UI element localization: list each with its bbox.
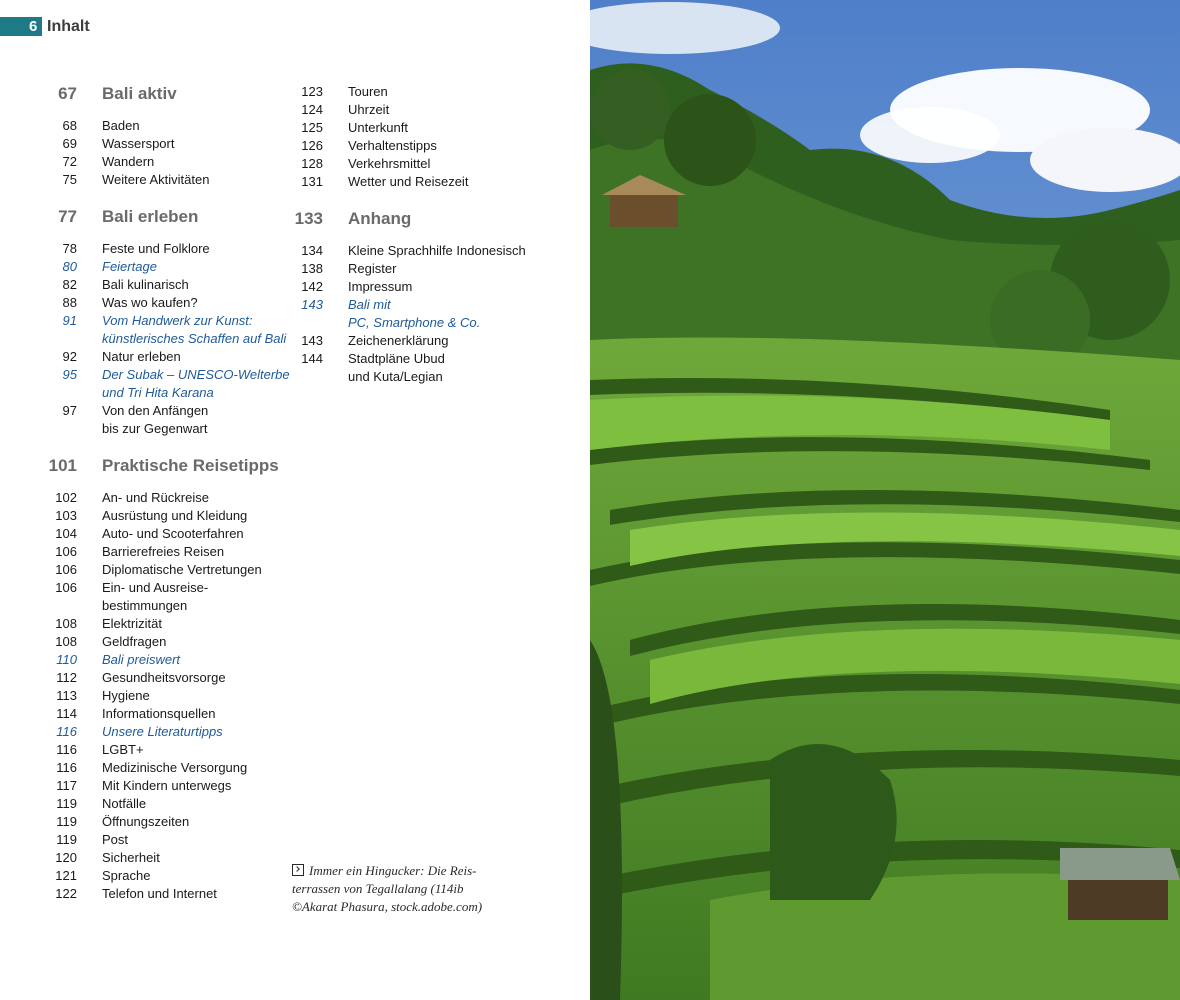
toc-entry bbox=[40, 633, 290, 651]
entry-page-number: 121 bbox=[55, 868, 77, 883]
toc-entry bbox=[40, 543, 290, 561]
entry-title bbox=[348, 260, 576, 278]
entry-title bbox=[348, 332, 576, 350]
toc-entry bbox=[40, 849, 290, 867]
entry-title-line: Zeichenerklärung bbox=[348, 333, 449, 348]
section-page-number: 101 bbox=[48, 456, 77, 475]
entry-title-line: Unsere Literaturtipps bbox=[102, 724, 223, 739]
entry-page-number: 119 bbox=[56, 832, 77, 847]
entry-title bbox=[102, 777, 290, 795]
toc-entry-highlight bbox=[40, 651, 290, 669]
toc-entry bbox=[40, 402, 290, 438]
entry-title-line: Wassersport bbox=[102, 136, 175, 151]
photo-caption bbox=[292, 862, 532, 916]
entry-title bbox=[102, 579, 290, 615]
page-title: Inhalt bbox=[47, 18, 90, 35]
entry-page-number: 128 bbox=[301, 156, 323, 171]
photo-reference-icon bbox=[292, 864, 304, 876]
entry-page-number: 95 bbox=[62, 367, 77, 382]
entry-page-number: 110 bbox=[56, 652, 77, 667]
entry-title-line: Ausrüstung und Kleidung bbox=[102, 508, 248, 523]
entry-title-line: Medizinische Versorgung bbox=[102, 760, 248, 775]
toc-entry bbox=[286, 278, 576, 296]
entry-title bbox=[102, 171, 290, 189]
entry-title-line: Unterkunft bbox=[348, 120, 408, 135]
entry-title-line: Feste und Folklore bbox=[102, 241, 210, 256]
toc-section-heading bbox=[286, 208, 576, 234]
entry-page-number: 69 bbox=[62, 136, 77, 151]
entry-title-line: Bali kulinarisch bbox=[102, 277, 189, 292]
entry-title-line: Bali mit bbox=[348, 297, 391, 312]
entry-page-number: 92 bbox=[62, 349, 77, 364]
section-title: Anhang bbox=[348, 209, 412, 228]
entry-page-number: 114 bbox=[56, 706, 77, 721]
toc-entry bbox=[40, 741, 290, 759]
entry-title-line: LGBT+ bbox=[102, 742, 144, 757]
entry-title-line: Uhrzeit bbox=[348, 102, 390, 117]
entry-title bbox=[102, 366, 290, 402]
entry-title-line: Post bbox=[102, 832, 129, 847]
entry-title-line: Touren bbox=[348, 84, 388, 99]
entry-title bbox=[348, 278, 576, 296]
entry-title bbox=[102, 669, 290, 687]
entry-page-number: 119 bbox=[56, 814, 77, 829]
entry-title bbox=[102, 831, 290, 849]
page-number: 6 bbox=[29, 18, 38, 35]
toc-entry bbox=[40, 885, 290, 903]
section-title: Praktische Reisetipps bbox=[102, 456, 279, 475]
entry-title-line: Von den Anfängen bbox=[102, 403, 209, 418]
entry-page-number: 72 bbox=[62, 154, 77, 169]
entry-title bbox=[102, 849, 290, 867]
entry-title-line: Hygiene bbox=[102, 688, 150, 703]
caption-line: terrassen von Tegallalang (114ib bbox=[292, 881, 464, 896]
toc-section-heading bbox=[40, 83, 290, 109]
toc-entry bbox=[286, 101, 576, 119]
entry-title-line: Gesundheitsvorsorge bbox=[102, 670, 226, 685]
entry-title-line: Elektrizität bbox=[102, 616, 162, 631]
toc-entry bbox=[40, 777, 290, 795]
entry-page-number: 82 bbox=[62, 277, 77, 292]
entry-title-line: und Tri Hita Karana bbox=[102, 385, 214, 400]
toc-entry bbox=[40, 240, 290, 258]
toc-entry bbox=[40, 615, 290, 633]
entry-page-number: 113 bbox=[56, 688, 77, 703]
entry-page-number: 134 bbox=[301, 243, 323, 258]
entry-page-number: 119 bbox=[56, 796, 77, 811]
entry-title-line: Verhaltenstipps bbox=[348, 138, 437, 153]
entry-page-number: 106 bbox=[55, 580, 77, 595]
entry-title bbox=[102, 489, 290, 507]
entry-title bbox=[348, 101, 576, 119]
entry-title-line: Barrierefreies Reisen bbox=[102, 544, 225, 559]
toc-entry bbox=[286, 242, 576, 260]
toc-entry-highlight bbox=[40, 312, 290, 348]
toc-section-heading bbox=[40, 455, 290, 481]
toc-entry bbox=[286, 155, 576, 173]
toc-entry bbox=[40, 867, 290, 885]
entry-page-number: 75 bbox=[62, 172, 77, 187]
entry-title bbox=[348, 119, 576, 137]
entry-page-number: 80 bbox=[62, 259, 77, 274]
entry-title bbox=[102, 741, 290, 759]
entry-title bbox=[348, 296, 576, 332]
entry-title-line: Verkehrsmittel bbox=[348, 156, 431, 171]
entry-title-line: Impressum bbox=[348, 279, 413, 294]
entry-page-number: 103 bbox=[55, 508, 77, 523]
toc-entry-highlight bbox=[40, 723, 290, 741]
entry-title bbox=[102, 294, 290, 312]
entry-title bbox=[102, 525, 290, 543]
entry-page-number: 117 bbox=[56, 778, 77, 793]
entry-title bbox=[102, 117, 290, 135]
toc-entry-highlight bbox=[40, 366, 290, 402]
entry-title bbox=[102, 885, 290, 903]
entry-title bbox=[102, 759, 290, 777]
entry-title bbox=[102, 633, 290, 651]
entry-page-number: 142 bbox=[301, 279, 323, 294]
toc-entry bbox=[40, 135, 290, 153]
toc-entry bbox=[40, 795, 290, 813]
entry-title bbox=[102, 867, 290, 885]
entry-page-number: 126 bbox=[301, 138, 323, 153]
entry-title bbox=[348, 350, 576, 386]
toc-column-right bbox=[286, 83, 576, 386]
entry-title bbox=[348, 137, 576, 155]
entry-page-number: 125 bbox=[301, 120, 323, 135]
entry-page-number: 143 bbox=[301, 297, 323, 312]
entry-page-number: 120 bbox=[55, 850, 77, 865]
entry-page-number: 112 bbox=[56, 670, 77, 685]
caption-line: Immer ein Hingucker: Die Reis- bbox=[309, 863, 477, 878]
entry-title bbox=[102, 651, 290, 669]
entry-title-line: Stadtpläne Ubud bbox=[348, 351, 445, 366]
toc-column-left bbox=[40, 83, 290, 903]
toc-entry bbox=[286, 260, 576, 278]
entry-title-line: Feiertage bbox=[102, 259, 157, 274]
entry-title-line: Ein- und Ausreise- bbox=[102, 580, 209, 595]
entry-title-line: Kleine Sprachhilfe Indonesisch bbox=[348, 243, 526, 258]
entry-title-line: Weitere Aktivitäten bbox=[102, 172, 210, 187]
entry-title bbox=[102, 135, 290, 153]
entry-page-number: 91 bbox=[62, 313, 77, 328]
entry-title-line: Was wo kaufen? bbox=[102, 295, 198, 310]
toc-entry bbox=[286, 119, 576, 137]
toc-entry bbox=[40, 348, 290, 366]
entry-page-number: 116 bbox=[56, 742, 77, 757]
entry-title-line: Wetter und Reisezeit bbox=[348, 174, 469, 189]
toc-entry bbox=[40, 153, 290, 171]
toc-entry bbox=[40, 687, 290, 705]
entry-title-line: Geldfragen bbox=[102, 634, 167, 649]
toc-entry bbox=[40, 579, 290, 615]
entry-title-line: Auto- und Scooterfahren bbox=[102, 526, 244, 541]
toc-entry bbox=[40, 759, 290, 777]
entry-page-number: 106 bbox=[55, 544, 77, 559]
entry-page-number: 144 bbox=[301, 351, 323, 366]
toc-section-heading bbox=[40, 206, 290, 232]
toc-entry bbox=[40, 705, 290, 723]
entry-title-line: Natur erleben bbox=[102, 349, 181, 364]
entry-page-number: 122 bbox=[55, 886, 77, 901]
entry-title bbox=[102, 795, 290, 813]
entry-page-number: 102 bbox=[55, 490, 77, 505]
entry-title-line: Mit Kindern unterwegs bbox=[102, 778, 232, 793]
entry-page-number: 143 bbox=[301, 333, 323, 348]
entry-page-number: 78 bbox=[62, 241, 77, 256]
section-page-number: 77 bbox=[58, 207, 77, 226]
toc-entry bbox=[40, 489, 290, 507]
toc-entry bbox=[286, 332, 576, 350]
entry-title bbox=[348, 155, 576, 173]
section-title: Bali erleben bbox=[102, 207, 199, 226]
toc-entry bbox=[40, 117, 290, 135]
entry-page-number: 106 bbox=[55, 562, 77, 577]
toc-entry bbox=[40, 813, 290, 831]
entry-page-number: 116 bbox=[56, 760, 77, 775]
toc-entry bbox=[40, 294, 290, 312]
entry-title bbox=[102, 615, 290, 633]
entry-title-line: Bali preiswert bbox=[102, 652, 181, 667]
entry-title bbox=[102, 723, 290, 741]
toc-entry bbox=[40, 525, 290, 543]
entry-title-line: künstlerisches Schaffen auf Bali bbox=[102, 331, 287, 346]
entry-page-number: 138 bbox=[301, 261, 323, 276]
entry-title bbox=[102, 402, 290, 438]
entry-title-line: Wandern bbox=[102, 154, 155, 169]
toc-entry bbox=[40, 276, 290, 294]
entry-title-line: bis zur Gegenwart bbox=[102, 421, 208, 436]
entry-title bbox=[102, 543, 290, 561]
toc-entry bbox=[40, 171, 290, 189]
entry-title-line: PC, Smartphone & Co. bbox=[348, 315, 481, 330]
entry-title bbox=[348, 173, 576, 191]
entry-page-number: 108 bbox=[55, 616, 77, 631]
toc-entry bbox=[40, 561, 290, 579]
entry-page-number: 124 bbox=[301, 102, 323, 117]
entry-title-line: Der Subak – UNESCO-Welterbe bbox=[102, 367, 290, 382]
entry-title-line: Sprache bbox=[102, 868, 151, 883]
toc-entry bbox=[40, 507, 290, 525]
toc-entry bbox=[286, 137, 576, 155]
entry-page-number: 131 bbox=[301, 174, 323, 189]
entry-title bbox=[102, 312, 290, 348]
entry-title bbox=[102, 687, 290, 705]
entry-page-number: 68 bbox=[62, 118, 77, 133]
entry-page-number: 123 bbox=[301, 84, 323, 99]
entry-title-line: Diplomatische Vertretungen bbox=[102, 562, 262, 577]
entry-title-line: Telefon und Internet bbox=[102, 886, 217, 901]
entry-title-line: An- und Rückreise bbox=[102, 490, 209, 505]
toc-entry bbox=[40, 831, 290, 849]
toc-entry bbox=[286, 350, 576, 386]
entry-page-number: 116 bbox=[56, 724, 77, 739]
entry-title bbox=[102, 561, 290, 579]
entry-title-line: Öffnungszeiten bbox=[102, 814, 190, 829]
entry-page-number: 104 bbox=[55, 526, 77, 541]
entry-title bbox=[102, 240, 290, 258]
entry-title bbox=[102, 153, 290, 171]
entry-title bbox=[102, 813, 290, 831]
entry-title-line: bestimmungen bbox=[102, 598, 188, 613]
toc-entry-highlight bbox=[286, 296, 576, 332]
entry-title-line: Register bbox=[348, 261, 397, 276]
entry-title-line: Notfälle bbox=[102, 796, 147, 811]
entry-title bbox=[102, 705, 290, 723]
entry-page-number: 108 bbox=[55, 634, 77, 649]
toc-entry bbox=[286, 173, 576, 191]
entry-title bbox=[102, 276, 290, 294]
entry-title bbox=[348, 83, 576, 101]
caption-line: ©Akarat Phasura, stock.adobe.com) bbox=[292, 899, 483, 914]
entry-page-number: 97 bbox=[62, 403, 77, 418]
section-page-number: 133 bbox=[294, 209, 323, 228]
toc-entry bbox=[40, 669, 290, 687]
toc-entry-highlight bbox=[40, 258, 290, 276]
entry-title-line: und Kuta/Legian bbox=[348, 369, 443, 384]
rice-terraces-photo bbox=[590, 0, 1180, 1000]
entry-title-line: Baden bbox=[102, 118, 140, 133]
entry-title-line: Sicherheit bbox=[102, 850, 160, 865]
entry-title-line: Informationsquellen bbox=[102, 706, 216, 721]
section-page-number: 67 bbox=[58, 84, 77, 103]
entry-title bbox=[102, 507, 290, 525]
entry-title bbox=[102, 258, 290, 276]
entry-title bbox=[348, 242, 576, 260]
section-title: Bali aktiv bbox=[102, 84, 177, 103]
entry-title bbox=[102, 348, 290, 366]
entry-page-number: 88 bbox=[62, 295, 77, 310]
entry-title-line: Vom Handwerk zur Kunst: bbox=[102, 313, 253, 328]
toc-entry bbox=[286, 83, 576, 101]
